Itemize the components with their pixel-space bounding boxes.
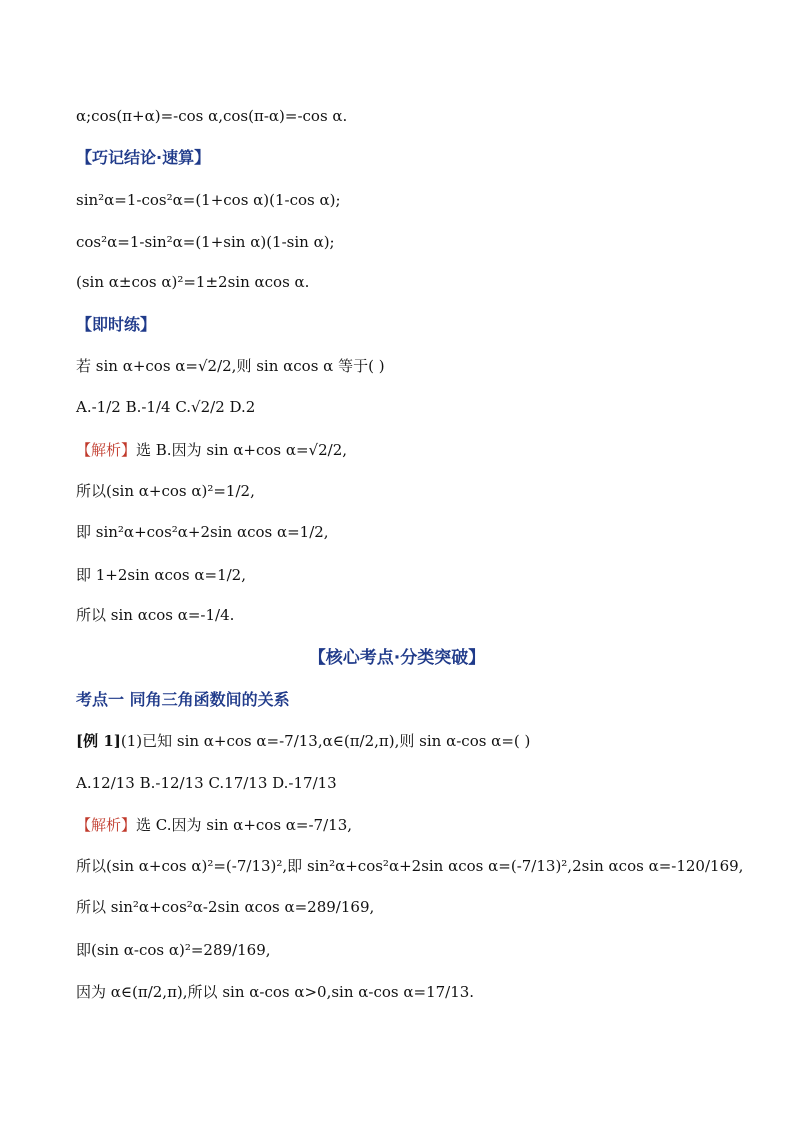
analysis-tag: 【解析】 [76, 816, 137, 834]
formula-cos-squared: cos²α=1-sin²α=(1+sin α)(1-sin α); [76, 233, 335, 251]
practice-analysis-line-4: 即 1+2sin αcos α=1/2, [76, 566, 246, 584]
practice-analysis-line-1 [76, 440, 347, 460]
example-text: (1)已知 sin α+cos α=-7/13,α∈(π/2,π),则 sin α-cos α=( ) [120, 732, 531, 750]
section-heading-quick-conclusion: 【巧记结论·速算】 [76, 148, 211, 167]
example-analysis-line-2: 所以(sin α+cos α)²=(-7/13)²,即 sin²α+cos²α+2sin αcos α=(-7/13)²,2sin αcos α=-120/169, [76, 857, 744, 875]
analysis-text: 选 B.因为 sin α+cos α=√2/2, [136, 441, 348, 459]
analysis-text: 选 C.因为 sin α+cos α=-7/13, [136, 816, 352, 834]
analysis-tag: 【解析】 [76, 441, 137, 459]
practice-analysis-line-3: 即 sin²α+cos²α+2sin αcos α=1/2, [76, 523, 329, 541]
formula-line-reduction: α;cos(π+α)=-cos α,cos(π-α)=-cos α. [76, 107, 348, 125]
example-analysis-line-3: 所以 sin²α+cos²α-2sin αcos α=289/169, [76, 898, 375, 916]
example-tag: [例 1] [76, 732, 121, 750]
example-analysis-line-5: 因为 α∈(π/2,π),所以 sin α-cos α>0,sin α-cos α=17/13. [76, 983, 475, 1001]
section-heading-practice: 【即时练】 [76, 315, 157, 334]
topic-heading: 考点一 同角三角函数间的关系 [76, 690, 290, 709]
example-1-options: A.12/13 B.-12/13 C.17/13 D.-17/13 [76, 774, 337, 792]
section-heading-core: 【核心考点·分类突破】 [308, 648, 486, 668]
example-analysis-line-4: 即(sin α-cos α)²=289/169, [76, 941, 271, 959]
example-1-question [76, 731, 530, 751]
formula-sin-squared: sin²α=1-cos²α=(1+cos α)(1-cos α); [76, 191, 341, 209]
practice-analysis-line-2: 所以(sin α+cos α)²=1/2, [76, 482, 255, 500]
formula-sum-squared: (sin α±cos α)²=1±2sin αcos α. [76, 273, 310, 291]
practice-options: A.-1/2 B.-1/4 C.√2/2 D.2 [76, 398, 256, 416]
example-analysis-line-1 [76, 815, 352, 835]
practice-question: 若 sin α+cos α=√2/2,则 sin αcos α 等于( ) [76, 357, 385, 375]
practice-analysis-line-5: 所以 sin αcos α=-1/4. [76, 606, 235, 624]
